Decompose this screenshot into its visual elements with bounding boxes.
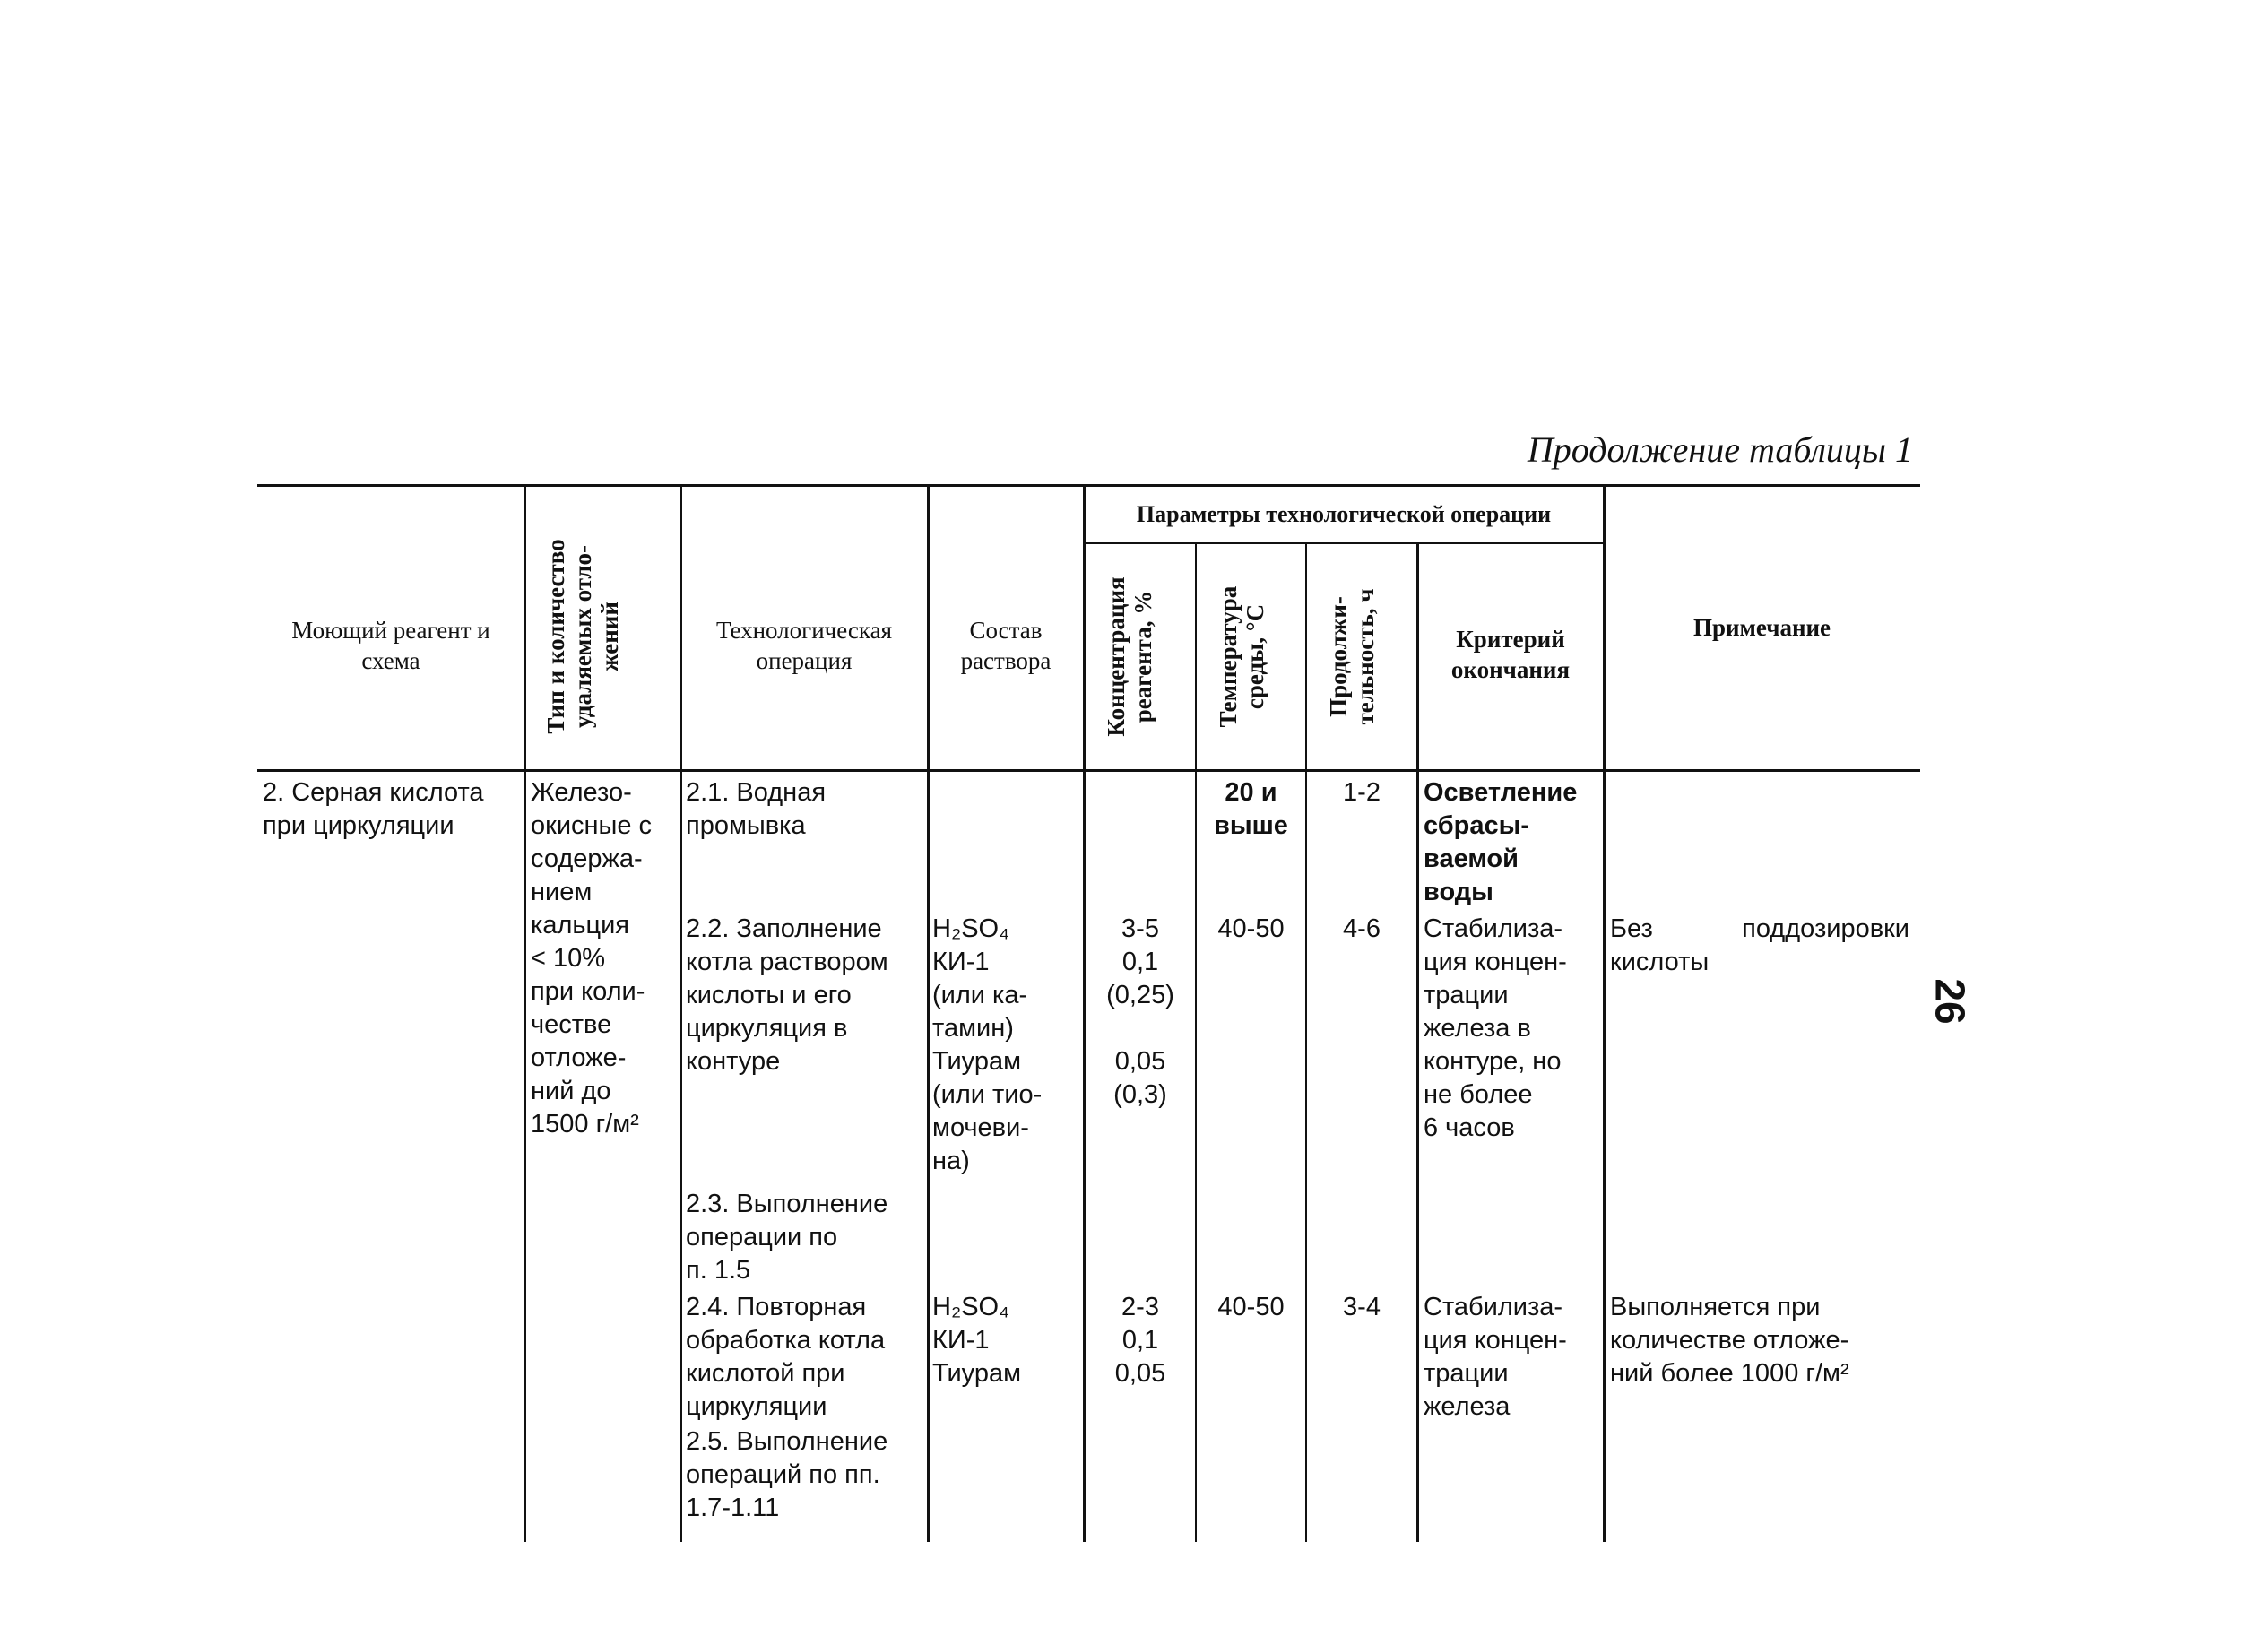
header-note: Примечание <box>1692 614 1831 641</box>
header-composition: Состав раствора <box>960 617 1052 674</box>
header-concentration: Концентрация реагента, % <box>1103 576 1156 737</box>
deposit-cell: Железо- окисные с содержа- нием кальция < 10% при коли- честве отложе- ний до 1500 г/м² <box>531 778 653 1139</box>
col-divider-2 <box>680 484 682 1542</box>
col-divider-6 <box>1305 542 1307 1542</box>
header-temperature: Температура среды, °С <box>1215 585 1268 728</box>
operation-2-4: 2.4. Повторная обработка котла кислотой при циркуляции <box>686 1293 886 1421</box>
table-caption: Продолжение таблицы 1 <box>1527 429 1913 470</box>
temperature-2-1: 20 и выше <box>1214 778 1288 840</box>
operation-2-1: 2.1. Водная промывка <box>686 778 827 840</box>
duration-2-4: 3-4 <box>1343 1293 1381 1321</box>
col-divider-4 <box>1083 484 1086 1542</box>
criterion-2-1: Осветление сбрасы- ваемой воды <box>1424 778 1578 906</box>
params-subheader-rule <box>1085 542 1605 544</box>
concentration-2-2: 3-5 0,1 (0,25) 0,05 (0,3) <box>1106 914 1174 1109</box>
reagent-cell: 2. Серная кислота при циркуляции <box>263 778 484 840</box>
header-duration: Продолжи- тельность, ч <box>1325 588 1379 725</box>
temperature-2-2: 40-50 <box>1217 914 1285 943</box>
header-reagent: Моющий реагент и схема <box>291 617 490 674</box>
col-divider-8 <box>1603 484 1606 1542</box>
operation-2-3: 2.3. Выполнение операции по п. 1.5 <box>686 1190 888 1285</box>
header-bottom-rule <box>257 769 1920 772</box>
table-top-rule <box>257 484 1920 487</box>
col-divider-1 <box>524 484 526 1542</box>
composition-2-2: H₂SO₄ КИ-1 (или ка- тамин) Тиурам (или тио- мочеви- на) <box>932 914 1043 1175</box>
criterion-2-4: Стабилиза- ция концен- трации железа <box>1424 1293 1567 1421</box>
note-2-4: Выполняется при количестве отложе- ний более 1000 г/м² <box>1610 1293 1849 1388</box>
header-deposit-type: Тип и количество удаляемых отло- жений <box>542 539 623 734</box>
duration-2-1: 1-2 <box>1343 778 1381 807</box>
header-params-group: Параметры технологической операции <box>1136 501 1552 527</box>
operation-2-5: 2.5. Выполнение операций по пп. 1.7-1.11 <box>686 1427 888 1522</box>
criterion-2-2: Стабилиза- ция концен- трации железа в контуре, но не более 6 часов <box>1424 914 1567 1142</box>
temperature-2-4: 40-50 <box>1217 1293 1285 1321</box>
operation-2-2: 2.2. Заполнение котла раствором кислоты и его циркуляция в контуре <box>686 914 888 1076</box>
duration-2-2: 4-6 <box>1343 914 1381 943</box>
col-divider-7 <box>1416 542 1419 1542</box>
composition-2-4: H₂SO₄ КИ-1 Тиурам <box>932 1293 1022 1388</box>
concentration-2-4: 2-3 0,1 0,05 <box>1114 1293 1166 1388</box>
header-operation: Технологическая операция <box>715 617 892 674</box>
col-divider-3 <box>927 484 930 1542</box>
col-divider-5 <box>1195 542 1197 1542</box>
note-2-2-line2: кислоты <box>1610 948 1710 976</box>
header-criterion: Критерий окончания <box>1450 626 1571 683</box>
page-number: 26 <box>1926 978 1974 1025</box>
note-2-2-line1: Без поддозировки <box>1610 914 1909 943</box>
